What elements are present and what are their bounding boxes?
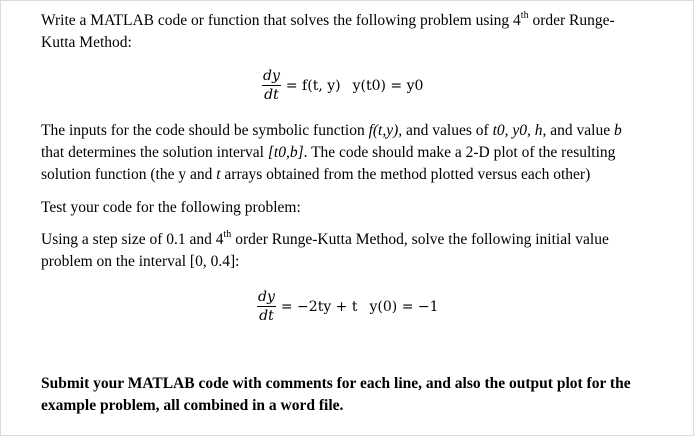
problem-text-2: order Runge-Kutta Method, solve the following initial value <box>231 231 609 248</box>
problem-superscript: th <box>223 228 232 240</box>
intro-text-2: order Runge- <box>528 12 615 29</box>
inputs-text: arrays obtained from the method plotted versus each other) <box>220 166 591 183</box>
derivative-fraction-1 <box>262 68 281 103</box>
problem-text-3: problem on the interval [0, 0.4]: <box>41 253 240 270</box>
intro-superscript: th <box>520 9 529 21</box>
equation-1 <box>262 68 423 103</box>
inputs-text: solution function (the y and <box>41 166 217 183</box>
fraction-numerator: dy <box>258 289 275 305</box>
intro-text-1: Write a MATLAB code or function that solves the following problem using 4 <box>41 12 521 29</box>
inputs-paragraph <box>41 120 661 186</box>
equation-2 <box>257 289 439 324</box>
inputs-variables: t0, y0, h, <box>492 122 547 139</box>
problem-paragraph <box>41 229 661 273</box>
problem-text-1: Using a step size of 0.1 and 4 <box>41 231 224 248</box>
fraction-denominator: dt <box>259 308 274 324</box>
inputs-function: f(t,y), <box>368 122 403 139</box>
inputs-text: . The code should make a 2-D plot of the resulting <box>303 144 616 161</box>
test-paragraph <box>41 197 661 219</box>
submit-paragraph <box>41 373 661 417</box>
derivative-fraction-2 <box>257 289 276 324</box>
equation-rhs: = f(t, y) <box>285 77 341 94</box>
inputs-interval: [t0,b] <box>267 144 304 161</box>
inputs-text: and value <box>546 122 614 139</box>
test-text: Test your code for the following problem: <box>41 199 301 216</box>
initial-condition: y(0) = −1 <box>369 298 439 315</box>
inputs-text: that determines the solution interval <box>41 144 268 161</box>
fraction-numerator: dy <box>263 68 280 84</box>
intro-paragraph <box>41 10 661 54</box>
inputs-variable-t: t <box>216 166 221 183</box>
intro-text-3: Kutta Method: <box>41 34 132 51</box>
inputs-text: The inputs for the code should be symbolic function <box>41 122 369 139</box>
inputs-variable-b: b <box>613 122 622 139</box>
initial-condition: y(t0) = y0 <box>352 77 424 94</box>
submit-text-2: example problem, all combined in a word file. <box>41 397 344 414</box>
fraction-denominator: dt <box>264 87 279 103</box>
inputs-text: and values of <box>402 122 493 139</box>
submit-text-1: Submit your MATLAB code with comments for each line, and also the output plot for the <box>41 375 631 392</box>
equation-rhs: = −2ty + t <box>280 298 358 315</box>
